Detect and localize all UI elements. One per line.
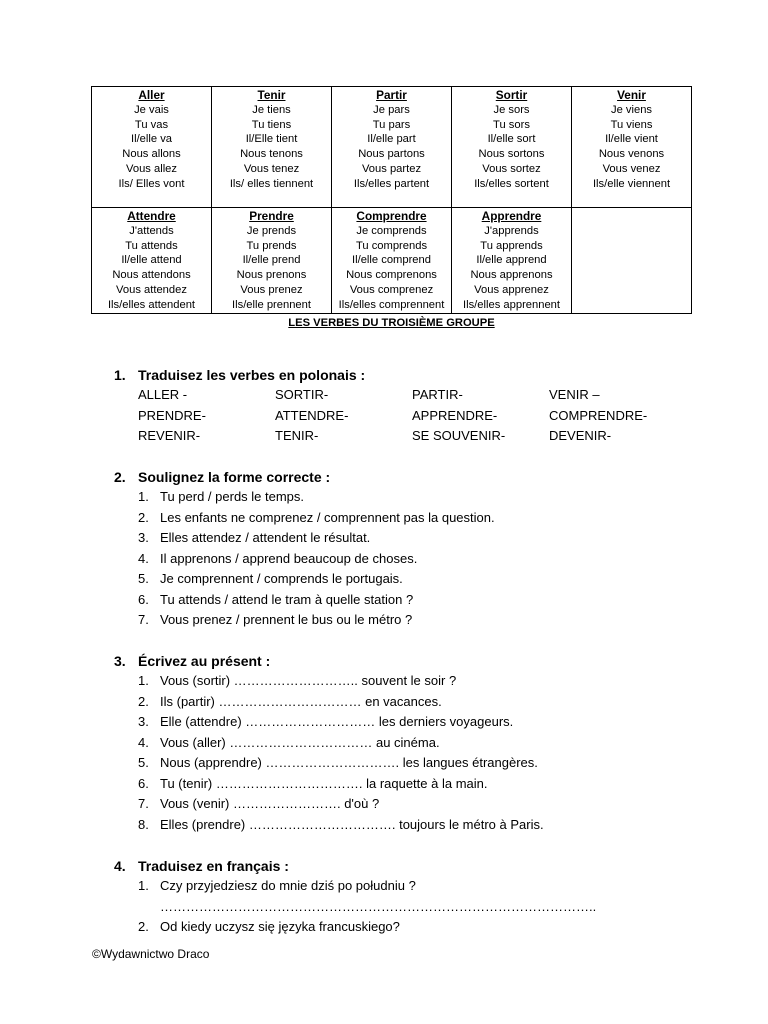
conjugation-line: Ils/ Elles vont xyxy=(118,177,185,190)
exercise-item xyxy=(114,712,714,733)
conjugation-line: Nous apprenons xyxy=(470,269,553,282)
item-number: 4. xyxy=(138,550,149,566)
conjugation-line: Je pars xyxy=(373,103,410,116)
item-text: Elle (attendre) ………………………… les derniers voyageurs. xyxy=(160,714,514,729)
conjugation-line: Il/elle comprend xyxy=(352,254,431,267)
conjugation-line: Nous allons xyxy=(122,148,181,161)
conjugation-line: Vous apprenez xyxy=(474,283,549,296)
verb-heading: Prendre xyxy=(249,209,294,223)
exercise-title xyxy=(114,467,714,487)
exercise-item xyxy=(114,671,714,692)
item-text: Vous prenez / prennent le bus ou le métro ? xyxy=(160,612,413,627)
verb-heading: Venir xyxy=(617,88,646,102)
exercise-heading: Soulignez la forme correcte : xyxy=(138,469,331,485)
item-text: Ils (partir) …………………………… en vacances. xyxy=(160,693,442,709)
conjugation-line: Il/elle part xyxy=(367,133,416,146)
answer-line: ……………………………………………………………………………………….. xyxy=(160,898,597,914)
conjugation-line: Je prends xyxy=(246,224,297,237)
conjugation-line: Je tiens xyxy=(252,103,291,116)
item-number: 1. xyxy=(138,673,149,688)
conjugation-line: Je vais xyxy=(134,103,169,116)
item-number: 7. xyxy=(138,796,149,811)
item-number: 6. xyxy=(138,775,149,791)
conjugation-line: Tu vas xyxy=(134,118,169,131)
verb-heading: Partir xyxy=(376,88,407,102)
conjugation-line: Tu pars xyxy=(372,118,411,131)
verb-prompt: TENIR- xyxy=(275,428,319,443)
exercise-item xyxy=(114,774,714,795)
conjugation-line: Tu viens xyxy=(610,118,653,131)
exercise-number: 2. xyxy=(114,469,126,485)
conjugation-line: Vous tenez xyxy=(243,162,300,175)
exercise-item xyxy=(114,487,714,508)
item-text: Il apprenons / apprend beaucoup de choses. xyxy=(160,550,418,566)
conjugation-line: Nous venons xyxy=(598,148,665,161)
exercise-4 xyxy=(114,856,714,938)
conjugation-line: Il/elle attend xyxy=(121,254,182,267)
exercise-item xyxy=(114,876,714,897)
exercise-number: 1. xyxy=(114,367,126,383)
item-text: Czy przyjedziesz do mnie dziś po południu ? xyxy=(160,878,416,893)
conjugation-line: Ils/elle prennent xyxy=(232,298,311,311)
verb-heading: Tenir xyxy=(257,88,286,102)
exercise-number: 3. xyxy=(114,653,126,669)
item-text: Elles (prendre) ……………………………. toujours le métro à Paris. xyxy=(160,816,544,832)
conjugation-line: Vous sortez xyxy=(482,162,541,175)
conjugation-line: Il/elle va xyxy=(130,133,173,146)
verb-prompt: PRENDRE- xyxy=(138,407,206,423)
copyright-footer: ©Wydawnictwo Draco xyxy=(92,947,210,961)
conjugation-line: Vous venez xyxy=(602,162,661,175)
verb-cell-attendre xyxy=(92,208,212,314)
exercise-title xyxy=(114,365,714,385)
conjugation-line: Je comprends xyxy=(356,224,427,237)
conjugation-line: Ils/elles attendent xyxy=(107,298,196,311)
exercise-item xyxy=(114,815,714,836)
exercise-3 xyxy=(114,651,714,835)
conjugation-line: Vous partez xyxy=(361,162,422,175)
verb-cell-sortir xyxy=(452,87,572,208)
conjugation-line: Je viens xyxy=(610,103,653,116)
item-number: 2. xyxy=(138,693,149,709)
conjugation-line: Ils/elles apprennent xyxy=(462,298,561,311)
verb-heading: Comprendre xyxy=(356,209,427,223)
conjugation-line: Nous prenons xyxy=(236,269,307,282)
item-number: 3. xyxy=(138,714,149,729)
conjugation-line: Tu apprends xyxy=(480,239,543,252)
verb-heading: Sortir xyxy=(495,88,528,102)
item-text: Les enfants ne comprenez / comprennent pas la question. xyxy=(160,509,495,525)
verb-heading: Attendre xyxy=(127,209,176,223)
exercise-title xyxy=(114,651,714,671)
item-text: Nous (apprendre) …………………………. les langues étrangères. xyxy=(160,755,538,770)
conjugation-line: Nous attendons xyxy=(112,269,191,282)
exercise-1 xyxy=(114,365,714,447)
exercise-item xyxy=(114,528,714,549)
conjugation-line: Ils/elles sortent xyxy=(474,177,549,190)
verb-prompt: VENIR – xyxy=(549,387,600,402)
exercise-heading: Écrivez au présent : xyxy=(138,653,271,669)
table-caption: LES VERBES DU TROISIÈME GROUPE xyxy=(288,317,495,329)
verb-grid xyxy=(138,385,714,447)
verb-prompt: SORTIR- xyxy=(275,387,329,402)
verb-prompt: DEVENIR- xyxy=(549,428,612,443)
verb-prompt: COMPRENDRE- xyxy=(549,407,648,423)
verb-prompt: ALLER - xyxy=(138,387,188,402)
item-text: Od kiedy uczysz się języka francuskiego? xyxy=(160,919,400,934)
conjugation-table xyxy=(91,86,692,314)
conjugation-line: Il/elle sort xyxy=(487,133,536,146)
exercise-item xyxy=(114,794,714,815)
conjugation-line: J'attends xyxy=(129,224,174,237)
conjugation-line: Ils/elles comprennent xyxy=(338,298,445,311)
verb-cell-aller xyxy=(92,87,212,208)
conjugation-line: Tu tiens xyxy=(251,118,292,131)
conjugation-line: Tu prends xyxy=(246,239,297,252)
exercise-item xyxy=(114,610,714,631)
conjugation-line: Je sors xyxy=(493,103,530,116)
item-text: Je comprennent / comprends le portugais. xyxy=(160,571,403,586)
conjugation-row xyxy=(92,87,692,208)
exercise-title xyxy=(114,856,714,876)
verb-prompt: ATTENDRE- xyxy=(275,407,349,423)
exercise-item xyxy=(114,549,714,570)
item-text: Tu (tenir) ……………………………. la raquette à la main. xyxy=(160,775,488,791)
conjugation-line: Il/elle vient xyxy=(605,133,658,146)
item-text: Vous (aller) …………………………… au cinéma. xyxy=(160,734,440,750)
verb-cell-tenir xyxy=(212,87,332,208)
item-number: 5. xyxy=(138,755,149,770)
item-number: 2. xyxy=(138,919,149,934)
exercise-item xyxy=(114,508,714,529)
conjugation-line: Nous tenons xyxy=(240,148,303,161)
conjugation-line: Ils/ elles tiennent xyxy=(229,177,314,190)
conjugation-line: Il/elle apprend xyxy=(476,254,547,267)
verb-heading: Apprendre xyxy=(481,209,542,223)
conjugation-line: Vous prenez xyxy=(240,283,303,296)
exercise-item xyxy=(114,733,714,754)
conjugation-line: Nous sortons xyxy=(478,148,545,161)
conjugation-line: Tu attends xyxy=(125,239,178,252)
item-text: Vous (sortir) ……………………….. souvent le soir ? xyxy=(160,673,457,688)
verb-cell-apprendre xyxy=(452,208,572,314)
item-number: 4. xyxy=(138,734,149,750)
item-text: Vous (venir) ……………………. d'où ? xyxy=(160,796,380,811)
conjugation-line: Ils/elle viennent xyxy=(592,177,671,190)
exercise-number: 4. xyxy=(114,858,126,874)
item-number: 7. xyxy=(138,612,149,627)
item-number: 3. xyxy=(138,530,149,545)
exercise-heading: Traduisez en français : xyxy=(138,858,289,874)
item-text: Tu attends / attend le tram à quelle station ? xyxy=(160,591,414,607)
verb-prompt: PARTIR- xyxy=(412,387,463,402)
conjugation-line: Il/Elle tient xyxy=(245,133,298,146)
verb-cell-prendre xyxy=(212,208,332,314)
exercise-item xyxy=(114,569,714,590)
conjugation-line: Vous comprenez xyxy=(349,283,434,296)
conjugation-line: Nous comprenons xyxy=(346,269,437,282)
item-number: 1. xyxy=(138,489,149,504)
verb-cell-comprendre xyxy=(332,208,452,314)
conjugation-line: Tu sors xyxy=(493,118,530,131)
exercise-heading: Traduisez les verbes en polonais : xyxy=(138,367,366,383)
item-number: 5. xyxy=(138,571,149,586)
verb-cell-venir xyxy=(572,87,692,208)
item-number: 1. xyxy=(138,878,149,893)
verb-prompt: APPRENDRE- xyxy=(412,407,498,423)
conjugation-line: Nous partons xyxy=(358,148,425,161)
conjugation-line: Vous allez xyxy=(126,162,177,175)
item-text: Tu perd / perds le temps. xyxy=(160,489,305,504)
conjugation-row xyxy=(92,208,692,314)
verb-prompt: SE SOUVENIR- xyxy=(412,428,506,443)
empty-cell xyxy=(572,208,692,314)
item-text: Elles attendez / attendent le résultat. xyxy=(160,530,371,545)
verb-heading: Aller xyxy=(138,88,165,102)
conjugation-line: J'apprends xyxy=(484,224,539,237)
item-number: 6. xyxy=(138,591,149,607)
verb-prompt: REVENIR- xyxy=(138,428,201,443)
exercise-item xyxy=(114,917,714,938)
item-number: 8. xyxy=(138,816,149,832)
conjugation-line: Il/elle prend xyxy=(242,254,301,267)
exercise-item xyxy=(114,692,714,713)
conjugation-line: Tu comprends xyxy=(355,239,428,252)
exercise-item xyxy=(114,590,714,611)
verb-cell-partir xyxy=(332,87,452,208)
conjugation-line: Vous attendez xyxy=(116,283,187,296)
conjugation-line: Ils/elles partent xyxy=(353,177,430,190)
item-number: 2. xyxy=(138,509,149,525)
exercise-item xyxy=(114,753,714,774)
exercise-2 xyxy=(114,467,714,631)
